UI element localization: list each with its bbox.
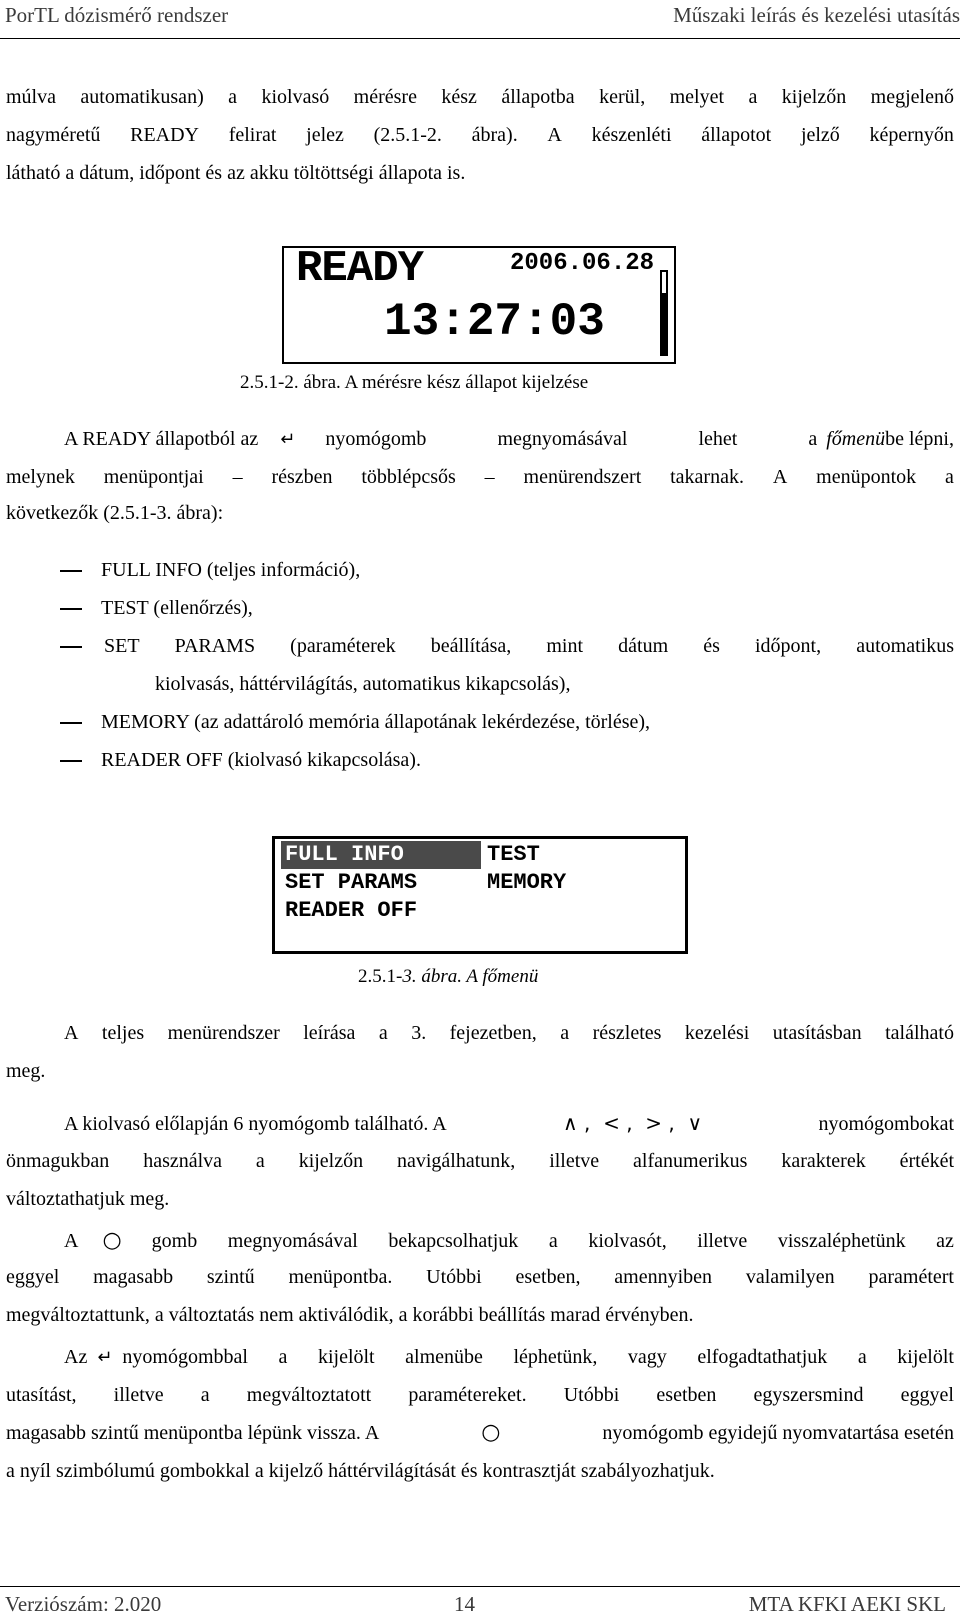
list-item-reader-off: READER OFF (kiolvasó kikapcsolása). bbox=[101, 749, 421, 771]
bullet-dash bbox=[60, 608, 82, 610]
word: kerül, bbox=[599, 86, 646, 108]
word: a bbox=[748, 86, 758, 108]
p5-line1-rest bbox=[152, 1228, 954, 1254]
page-number: 14 bbox=[454, 1592, 475, 1616]
ready-date: 2006.06.28 bbox=[510, 250, 655, 277]
p6-line1-rest bbox=[122, 1344, 954, 1370]
word: kész bbox=[441, 86, 477, 108]
word: és bbox=[703, 635, 720, 657]
p1-line3: látható a dátum, időpont és az akku töltöttségi állapota is. bbox=[6, 162, 466, 184]
word: (paraméterek bbox=[290, 635, 396, 657]
word: utasítást, bbox=[6, 1384, 77, 1406]
word: készenléti bbox=[591, 124, 672, 146]
word: navigálhatunk, bbox=[397, 1150, 516, 1172]
menu-set-params: SET PARAMS bbox=[285, 870, 418, 895]
menu-test: TEST bbox=[487, 842, 540, 867]
p4-line1 bbox=[6, 1110, 954, 1137]
p5-line3: megváltoztattunk, a változtatás nem aktiválódik, a korábbi beállítás marad érvényben. bbox=[6, 1304, 694, 1326]
figure-caption-3-text: 3. ábra. A főmenü bbox=[402, 966, 539, 987]
word: menüpontjai bbox=[103, 466, 204, 488]
word: melynek bbox=[6, 466, 75, 488]
word: nyomógombbal bbox=[122, 1346, 248, 1368]
figure-caption-3 bbox=[358, 966, 538, 988]
word: részben bbox=[271, 466, 333, 488]
header-subtitle: Műszaki leírás és kezelési utasítás bbox=[673, 3, 960, 27]
p3-line1 bbox=[64, 1020, 954, 1046]
word: (2.5.1-2. bbox=[373, 124, 442, 146]
word: READY bbox=[130, 124, 199, 146]
arrow-buttons-symbols: ∧ , < , > , ∨ bbox=[563, 1111, 703, 1135]
word: a bbox=[808, 428, 818, 450]
word: eggyel bbox=[6, 1266, 60, 1288]
p1-line2 bbox=[6, 122, 954, 148]
footer-divider bbox=[0, 1586, 960, 1587]
battery-fill bbox=[662, 293, 666, 355]
p2-line2 bbox=[6, 464, 954, 490]
p5-line1 bbox=[6, 1228, 954, 1254]
circle-button-icon: ○ bbox=[102, 1228, 122, 1253]
ready-display bbox=[282, 246, 676, 364]
word: megnyomásával bbox=[227, 1230, 358, 1252]
p6-line1-start: Az bbox=[64, 1346, 88, 1368]
p4-line1-end: nyomógombokat bbox=[818, 1113, 954, 1135]
word: a bbox=[548, 1230, 558, 1252]
circle-button-icon: ○ bbox=[481, 1420, 501, 1445]
word: ábra). bbox=[471, 124, 518, 146]
word: amennyiben bbox=[614, 1266, 713, 1288]
word: kiolvasót, bbox=[588, 1230, 667, 1252]
header-title: PorTL dózismérő rendszer bbox=[5, 3, 229, 27]
word: paramétereket. bbox=[408, 1384, 527, 1406]
battery-indicator bbox=[660, 270, 668, 356]
word: SET bbox=[104, 635, 140, 657]
enter-icon: ↵ bbox=[97, 1347, 113, 1368]
p5-line2 bbox=[6, 1264, 954, 1290]
p2-line1-end: be lépni, bbox=[885, 428, 954, 450]
p4-line3: változtathatjuk meg. bbox=[6, 1188, 170, 1210]
word: értékét bbox=[899, 1150, 954, 1172]
p4-line2 bbox=[6, 1148, 954, 1174]
word: esetben, bbox=[515, 1266, 581, 1288]
ready-label: READY bbox=[296, 244, 424, 294]
word: állapotot bbox=[701, 124, 772, 146]
word: A bbox=[772, 466, 788, 488]
word: Utóbbi bbox=[563, 1384, 620, 1406]
word: paramétert bbox=[868, 1266, 954, 1288]
word: jelző bbox=[800, 124, 840, 146]
word: utasításban bbox=[772, 1022, 862, 1044]
word: A bbox=[547, 124, 562, 146]
word: automatikus bbox=[856, 635, 954, 657]
p2-line3: következők (2.5.1-3. ábra): bbox=[6, 502, 224, 524]
word: dátum bbox=[618, 635, 669, 657]
bullet-dash bbox=[60, 760, 82, 762]
word: kezelési bbox=[684, 1022, 750, 1044]
word: valamilyen bbox=[745, 1266, 835, 1288]
list-item-set-params-cont: kiolvasás, háttérvilágítás, automatikus kikapcsolás), bbox=[155, 673, 571, 695]
word: a bbox=[278, 1346, 288, 1368]
word: menürendszer bbox=[167, 1022, 280, 1044]
word: menüpontok bbox=[816, 466, 917, 488]
word: illetve bbox=[697, 1230, 748, 1252]
word: állapotba bbox=[501, 86, 575, 108]
word: mint bbox=[546, 635, 584, 657]
word: megjelenő bbox=[870, 86, 954, 108]
word: az bbox=[936, 1230, 954, 1252]
word: fejezetben, bbox=[449, 1022, 537, 1044]
word: felirat bbox=[228, 124, 277, 146]
word: megváltoztatott bbox=[246, 1384, 372, 1406]
word: a bbox=[255, 1150, 265, 1172]
word: automatikusan) bbox=[80, 86, 204, 108]
word: almenübe bbox=[405, 1346, 483, 1368]
bullet-dash bbox=[60, 570, 82, 572]
bullet-dash bbox=[60, 722, 82, 724]
figure-caption-3-num: 2.5.1- bbox=[358, 966, 403, 987]
word: kijelölt bbox=[317, 1346, 375, 1368]
p2-line1-mid bbox=[325, 426, 817, 452]
word: – bbox=[484, 466, 495, 488]
footer-version: Verziószám: 2.020 bbox=[5, 1592, 162, 1616]
figure-caption-2: 2.5.1-2. ábra. A mérésre kész állapot kijelzése bbox=[240, 372, 589, 393]
word: illetve bbox=[549, 1150, 600, 1172]
p3-line2: meg. bbox=[6, 1060, 46, 1082]
word: bekapcsolhatjuk bbox=[388, 1230, 519, 1252]
p2-line1 bbox=[6, 426, 954, 453]
word: 3. bbox=[411, 1022, 427, 1044]
p1-line1 bbox=[6, 84, 954, 110]
word: menürendszert bbox=[523, 466, 642, 488]
word: használva bbox=[143, 1150, 223, 1172]
word: gomb bbox=[151, 1230, 198, 1252]
p6-line3 bbox=[6, 1420, 954, 1446]
bullet-dash bbox=[60, 646, 82, 648]
p5-line1-start: A bbox=[64, 1230, 79, 1252]
word: nyomógomb bbox=[325, 428, 427, 450]
word: önmagukban bbox=[6, 1150, 110, 1172]
word: teljes bbox=[101, 1022, 145, 1044]
enter-icon: ↵ bbox=[280, 429, 296, 450]
word: takarnak. bbox=[670, 466, 744, 488]
word: – bbox=[232, 466, 243, 488]
header-divider bbox=[0, 38, 960, 39]
word: a bbox=[857, 1346, 867, 1368]
word: a bbox=[200, 1384, 210, 1406]
word: elfogadtathatjuk bbox=[697, 1346, 828, 1368]
word: PARAMS bbox=[174, 635, 256, 657]
word: esetben bbox=[656, 1384, 717, 1406]
word: szintű bbox=[206, 1266, 255, 1288]
word: karakterek bbox=[781, 1150, 866, 1172]
list-item-set-params bbox=[104, 633, 954, 659]
word: a bbox=[378, 1022, 388, 1044]
word: a bbox=[560, 1022, 570, 1044]
p2-line1-start: A READY állapotból az bbox=[64, 428, 259, 450]
p2-italic-word: főmenü bbox=[826, 428, 886, 450]
menu-memory: MEMORY bbox=[487, 870, 567, 895]
p4-line1-start: A kiolvasó előlapján 6 nyomógomb található. A bbox=[64, 1113, 447, 1135]
list-item-memory: MEMORY (az adattároló memória állapotának lekérdezése, törlése), bbox=[101, 711, 651, 733]
ready-time: 13:27:03 bbox=[384, 296, 605, 348]
p6-line3-end: nyomógomb egyidejű nyomvatartása esetén bbox=[602, 1422, 954, 1444]
word: Utóbbi bbox=[426, 1266, 482, 1288]
word: visszaléphetünk bbox=[777, 1230, 906, 1252]
word: részletes bbox=[592, 1022, 662, 1044]
p6-line2 bbox=[6, 1382, 954, 1408]
word: kijelzőn bbox=[781, 86, 847, 108]
menu-full-info: FULL INFO bbox=[285, 842, 404, 867]
list-item-test: TEST (ellenőrzés), bbox=[101, 597, 253, 619]
word: illetve bbox=[113, 1384, 164, 1406]
word: lehet bbox=[698, 428, 738, 450]
word: alfanumerikus bbox=[633, 1150, 748, 1172]
word: magasabb bbox=[93, 1266, 174, 1288]
word: múlva bbox=[6, 86, 56, 108]
word: beállítása, bbox=[430, 635, 512, 657]
footer-organization: MTA KFKI AEKI SKL bbox=[748, 1592, 946, 1616]
word: kiolvasó bbox=[261, 86, 330, 108]
word: képernyőn bbox=[869, 124, 954, 146]
word: található bbox=[885, 1022, 954, 1044]
word: megnyomásával bbox=[497, 428, 628, 450]
word: a bbox=[945, 466, 954, 488]
word: többlépcsős bbox=[361, 466, 456, 488]
word: mérésre bbox=[353, 86, 417, 108]
menu-reader-off: READER OFF bbox=[285, 898, 418, 923]
word: kijelzőn bbox=[298, 1150, 364, 1172]
word: eggyel bbox=[900, 1384, 954, 1406]
word: nagyméretű bbox=[6, 124, 101, 146]
word: léphetünk, bbox=[513, 1346, 598, 1368]
word: A bbox=[64, 1022, 79, 1044]
main-menu-display bbox=[272, 836, 688, 954]
word: időpont, bbox=[755, 635, 822, 657]
word: melyet bbox=[669, 86, 725, 108]
word: vagy bbox=[627, 1346, 667, 1368]
list-item-full-info: FULL INFO (teljes információ), bbox=[101, 559, 361, 581]
word: kijelölt bbox=[897, 1346, 954, 1368]
word: menüpontba. bbox=[288, 1266, 393, 1288]
p6-line3-start: magasabb szintű menüpontba lépünk vissza. A bbox=[6, 1422, 380, 1444]
p6-line4: a nyíl szimbólumú gombokkal a kijelző háttérvilágítását és kontrasztját szabályozhatjuk. bbox=[6, 1460, 715, 1482]
word: leírása bbox=[303, 1022, 356, 1044]
word: egyszersmind bbox=[753, 1384, 864, 1406]
p6-line1 bbox=[6, 1344, 954, 1371]
word: a bbox=[228, 86, 238, 108]
word: jelez bbox=[306, 124, 344, 146]
